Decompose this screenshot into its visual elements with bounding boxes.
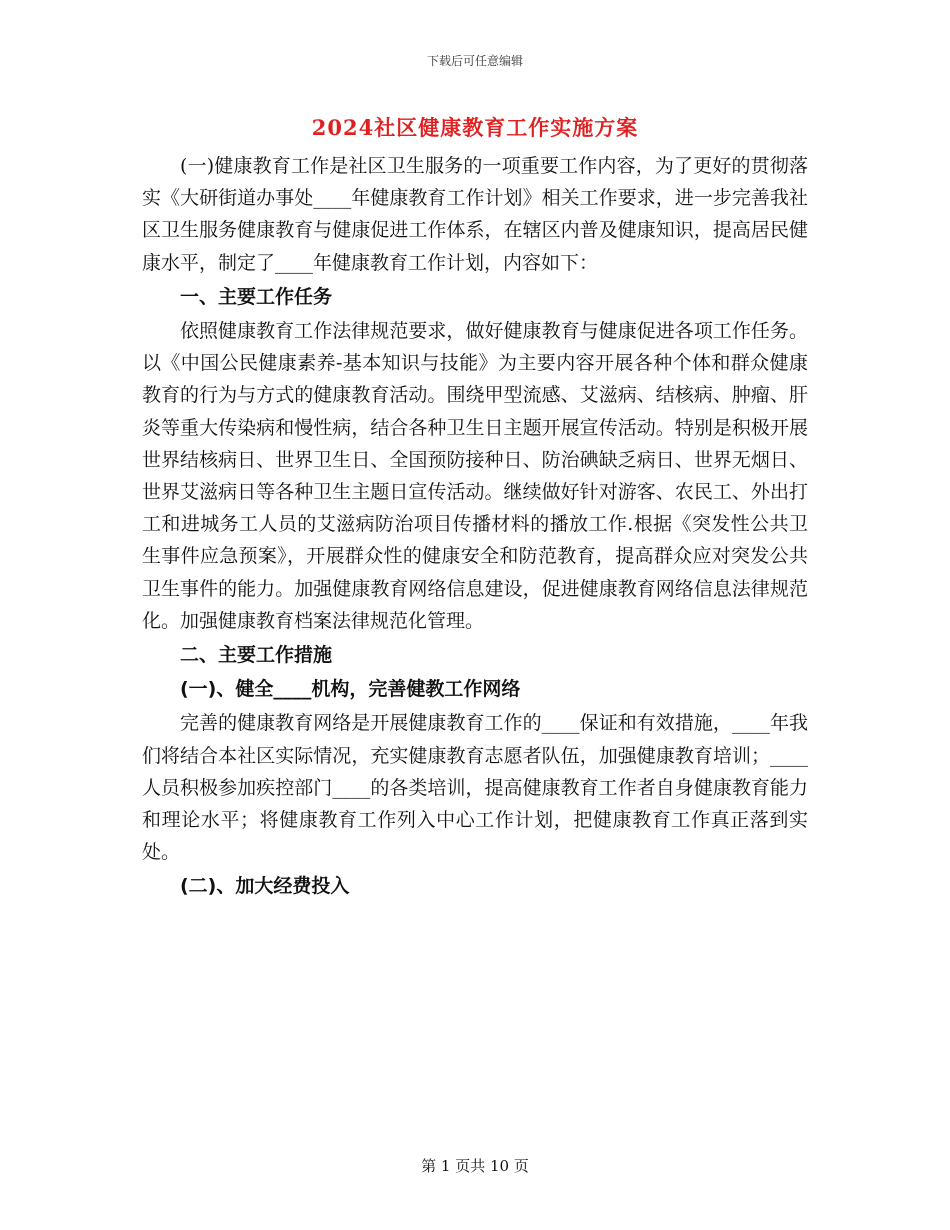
document-body xyxy=(142,150,808,905)
tasks-paragraph: 依照健康教育工作法律规范要求，做好健康教育与健康促进各项工作任务。以《中国公民健康素养-基本知识与技能》为主要内容开展各种个体和群众健康教育的行为与方式的健康教育活动。围绕甲型流感、艾滋病、结核病、肿瘤、肝炎等重大传染病和慢性病，结合各种卫生日主题开展宣传活动。特别是积极开展世界结核病日、世界卫生日、全国预防接种日、防治碘缺乏病日、世界无烟日、世界艾滋病日等各种卫生主题日宣传活动。继续做好针对游客、农民工、外出打工和进城务工人员的艾滋病防治项目传播材料的播放工作.根据《突发性公共卫生事件应急预案》，开展群众性的健康安全和防范教育，提高群众应对突发公共卫生事件的能力。加强健康教育网络信息建设，促进健康教育网络信息法律规范化。加强健康教育档案法律规范化管理。 xyxy=(142,320,808,632)
page-number-footer: 第 1 页共 10 页 xyxy=(421,1157,529,1175)
subsection-heading-network: (一)、健全____机构，完善健教工作网络 xyxy=(180,678,521,701)
document-title: 2024社区健康教育工作实施方案 xyxy=(311,115,639,140)
section-heading-tasks: 一、主要工作任务 xyxy=(180,285,333,308)
intro-paragraph: (一)健康教育工作是社区卫生服务的一项重要工作内容，为了更好的贯彻落实《大研街道办事处____年健康教育工作计划》相关工作要求，进一步完善我社区卫生服务健康教育与健康促进工作体系，在辖区内普及健康知识，提高居民健康水平，制定了____年健康教育工作计划，内容如下： xyxy=(142,155,808,274)
section-heading-measures: 二、主要工作措施 xyxy=(180,644,333,667)
page-header-note: 下载后可任意编辑 xyxy=(426,54,523,68)
network-paragraph: 完善的健康教育网络是开展健康教育工作的____保证和有效措施，____年我们将结合本社区实际情况，充实健康教育志愿者队伍，加强健康教育培训；____人员积极参加疾控部门____的各类培训，提高健康教育工作者自身健康教育能力和理论水平；将健康教育工作列入中心工作计划，把健康教育工作真正落到实处。 xyxy=(142,712,808,864)
subsection-heading-funding: (二)、加大经费投入 xyxy=(180,875,350,898)
